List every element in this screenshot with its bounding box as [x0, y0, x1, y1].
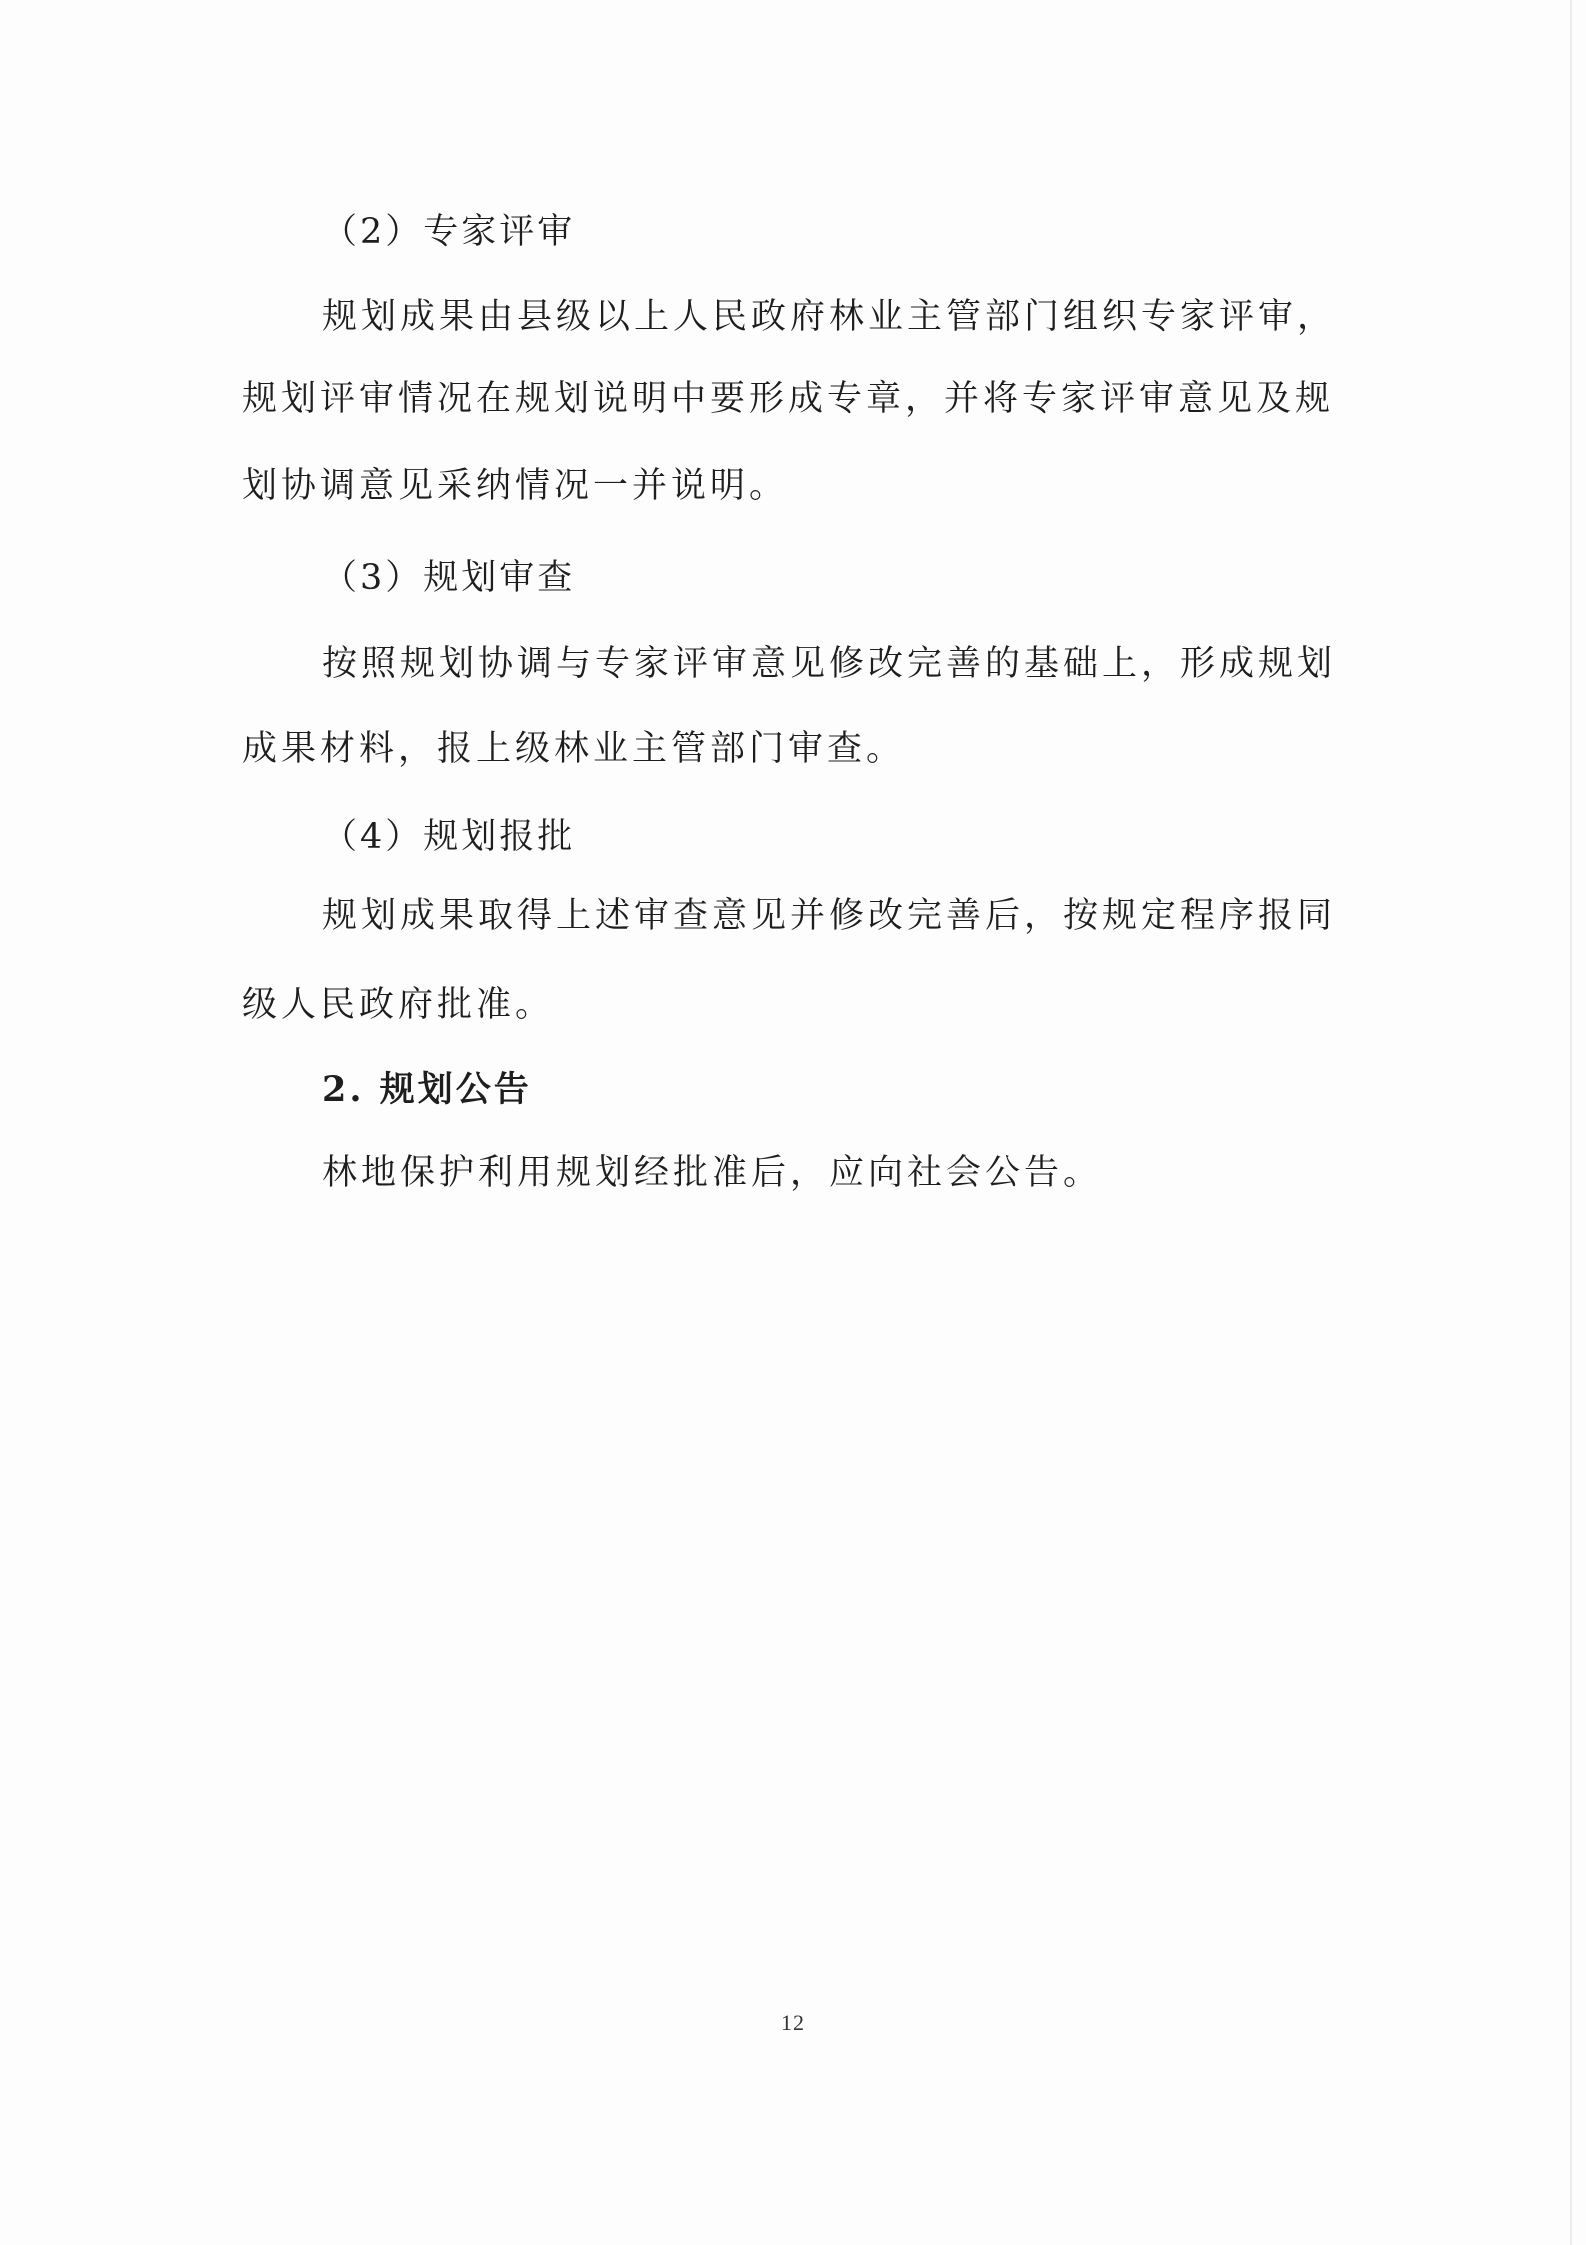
- paragraph-line: 林地保护利用规划经批准后，应向社会公告。: [322, 1153, 1103, 1193]
- paragraph-line: 划协调意见采纳情况一并说明。: [242, 466, 789, 506]
- heading-plan-approval: （4）规划报批: [322, 817, 576, 857]
- page-number: 12: [781, 2010, 805, 2035]
- section-heading-announcement: 2. 规划公告: [322, 1069, 532, 1110]
- scan-edge-line: [1570, 0, 1572, 2245]
- paragraph-line: 规划成果由县级以上人民政府林业主管部门组织专家评审，: [322, 297, 1337, 337]
- paragraph-line: 级人民政府批准。: [242, 985, 555, 1025]
- paragraph-line: 规划成果取得上述审查意见并修改完善后，按规定程序报同: [322, 896, 1337, 936]
- paragraph-line: 规划评审情况在规划说明中要形成专章，并将专家评审意见及规: [242, 379, 1335, 419]
- heading-expert-review: （2）专家评审: [322, 212, 576, 252]
- heading-plan-review: （3）规划审查: [322, 558, 576, 598]
- paragraph-line: 成果材料，报上级林业主管部门审查。: [242, 729, 906, 769]
- paragraph-line: 按照规划协调与专家评审意见修改完善的基础上，形成规划: [322, 644, 1337, 684]
